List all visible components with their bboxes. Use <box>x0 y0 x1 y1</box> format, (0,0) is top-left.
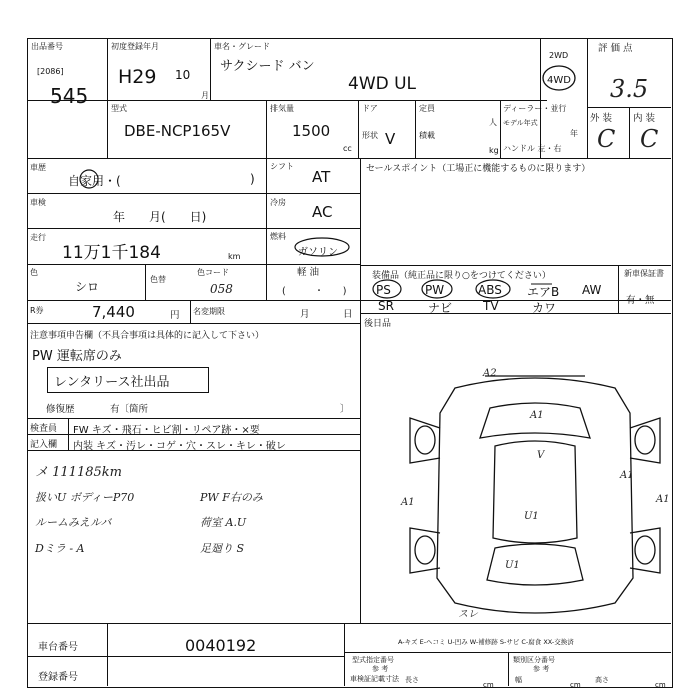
history-value: 自家用・( <box>68 174 121 188</box>
drive-circle <box>540 63 578 93</box>
inspector-label1: 検査員 <box>30 424 58 434</box>
exterior-label: 外 装 <box>590 113 613 124</box>
lot-number: 545 <box>50 84 89 108</box>
equip-aw: AW <box>582 283 602 297</box>
length-label: 車検証記載寸法 <box>350 675 399 683</box>
hand-left-2: 扱いU ボディーP70 <box>35 491 135 504</box>
aircon-label: 冷房 <box>270 198 286 207</box>
handle-label: ハンドル 左・右 <box>503 144 562 153</box>
equip-leather: カワ <box>532 301 557 315</box>
shift-value: AT <box>312 168 331 186</box>
month-unit: 月 <box>201 91 209 100</box>
load-label: 積載 <box>419 131 435 140</box>
equip-abs: ABS <box>478 283 502 297</box>
capacity-label: 定員 <box>419 104 435 113</box>
type-label: 型式指定番号 <box>352 656 394 664</box>
shape-value: V <box>385 130 396 148</box>
shape-label: 形状 <box>362 131 378 140</box>
car-name: サクシード バン <box>220 59 315 74</box>
hand-left-3: ルームみえルバ <box>35 516 112 529</box>
fuel-diesel: 軽 油 <box>297 267 320 278</box>
mark-u1-center: U1 <box>524 511 539 522</box>
interior-label: 内 装 <box>633 113 656 124</box>
width-text: 幅 <box>515 676 522 684</box>
repair-value: 有〔箇所 <box>110 404 149 415</box>
mark-a1-right: A1 <box>656 494 670 505</box>
equip-ps: PS <box>376 283 391 297</box>
hand-right-1: PW F右のみ <box>200 491 263 504</box>
first-reg-era: H29 <box>118 66 157 88</box>
equipment-label: 装備品（純正品に限り○をつけてください） <box>372 271 551 281</box>
color-code-label: 色コード <box>197 268 229 277</box>
equipment-circles <box>360 270 560 300</box>
year-unit: 年 <box>570 129 578 138</box>
fuel-bracket: ( ・ ) <box>282 286 347 297</box>
sales-point-label: セールスポイント（工場正に機能するものに限ります） <box>366 164 591 174</box>
color-value: シロ <box>75 280 100 294</box>
equip-pw: PW <box>425 283 445 297</box>
lot-sub: [2086] <box>37 67 64 76</box>
recycle-unit: 円 <box>170 310 180 321</box>
grade-value: 3.5 <box>610 75 649 103</box>
height-cm: cm <box>655 681 666 689</box>
history-close: ) <box>250 172 255 186</box>
color-label: 色 <box>30 268 38 277</box>
length-text: 長さ <box>405 676 419 684</box>
width-cm: cm <box>570 681 581 689</box>
history-label: 車歴 <box>30 163 46 172</box>
hand-left-4: Dミラ - A <box>35 542 85 555</box>
equip-airbag: エアB <box>527 285 560 299</box>
recycle-label: R券 <box>30 306 44 315</box>
drive-label: 2WD <box>549 51 569 60</box>
title-deadline-label: 名変期限 <box>193 307 225 316</box>
car-name-label: 車名・グレード <box>214 42 270 51</box>
length-cm: cm <box>483 681 494 689</box>
notes-line1: PW 運転席のみ <box>32 349 122 364</box>
fuel-circle <box>292 236 352 258</box>
mark-scratch: スレ <box>458 609 478 620</box>
equip-sr: SR <box>378 299 394 313</box>
color-change-label: 色替 <box>150 275 166 284</box>
shift-label: シフト <box>270 162 294 171</box>
insurance-label: 新車保証書 <box>624 269 664 278</box>
mark-u1-lower: U1 <box>505 560 520 571</box>
lot-label: 出品番号 <box>31 42 63 51</box>
notes-label: 注意事項申告欄（不具合事項は具体的に記入して下さい） <box>30 331 265 341</box>
load-unit: kg <box>489 146 499 155</box>
reg-label: 登録番号 <box>38 672 78 683</box>
grade-label: 評 価 点 <box>598 43 633 54</box>
rental-stamp-text: レンタリース社出品 <box>54 375 170 390</box>
grade: 4WD UL <box>348 74 417 94</box>
door-label: ドア <box>362 104 378 113</box>
deadline-month: 月 <box>300 309 310 320</box>
dealer-label: ディーラー・並行 <box>503 104 567 113</box>
drive-value: 4WD <box>547 75 571 86</box>
fuel-gasoline: ガソリン <box>298 247 338 258</box>
mark-a1-right2: A1 <box>620 470 634 481</box>
class-label: 類別区分番号 <box>513 656 555 664</box>
hand-right-2: 荷室 A.U <box>200 516 247 529</box>
class-ref: 参 考 <box>533 665 550 673</box>
deadline-day: 日 <box>343 309 353 320</box>
repair-close: 〕 <box>340 404 350 415</box>
legend: A-キズ E-ヘコミ U-凹み W-補修跡 S-サビ C-腐食 XX-交換済 <box>398 638 574 646</box>
type-ref: 参 考 <box>372 665 389 673</box>
first-reg-label: 初度登録年月 <box>111 42 159 51</box>
equip-navi: ナビ <box>428 301 453 315</box>
exterior-value: C <box>597 125 616 153</box>
mileage-label: 走行 <box>30 233 46 242</box>
chassis-label: 車台番号 <box>38 642 78 653</box>
mileage-value: 11万1千184 <box>62 243 161 263</box>
capacity-unit: 人 <box>489 118 497 127</box>
hand-right-3: 足廻り S <box>200 542 245 555</box>
insurance-value: 有・無 <box>626 295 655 306</box>
fuel-label: 燃料 <box>270 232 286 241</box>
model-year-label: モデル年式 <box>503 119 538 127</box>
recycle-value: 7,440 <box>92 303 135 321</box>
aircon-value: AC <box>312 203 333 221</box>
inspector-row1: FW キズ・飛石・ヒビ割・リペア跡・×要 <box>73 425 260 436</box>
first-reg-month: 10 <box>175 68 191 82</box>
displacement-unit: cc <box>343 144 352 153</box>
inspection-label: 車検 <box>30 198 46 207</box>
rear-seat-label: 後日品 <box>364 319 392 329</box>
inspector-label2: 記入欄 <box>30 440 58 450</box>
mark-v: V <box>537 450 545 461</box>
model-label: 型式 <box>111 104 127 113</box>
mark-a1-left: A1 <box>401 497 415 508</box>
mark-a1-top: A1 <box>530 410 544 421</box>
color-code-value: 058 <box>210 282 233 296</box>
equip-tv: TV <box>483 299 499 313</box>
displacement-label: 排気量 <box>270 104 294 113</box>
interior-value: C <box>640 125 659 153</box>
chassis-value: 0040192 <box>185 636 257 655</box>
model-value: DBE-NCP165V <box>124 122 231 140</box>
mileage-unit: km <box>228 252 241 261</box>
displacement-value: 1500 <box>292 122 331 140</box>
history-circle <box>78 168 100 190</box>
hand-left-1: メ 111185km <box>35 465 122 480</box>
inspection-value: 年 月( 日) <box>113 210 207 224</box>
height-text: 高さ <box>595 676 609 684</box>
car-damage-diagram <box>395 368 685 623</box>
inspector-row2: 内装 キズ・汚レ・コゲ・穴・スレ・キレ・破レ <box>73 441 286 452</box>
repair-label: 修復歴 <box>46 404 75 415</box>
mark-a2: A2 <box>483 368 497 379</box>
